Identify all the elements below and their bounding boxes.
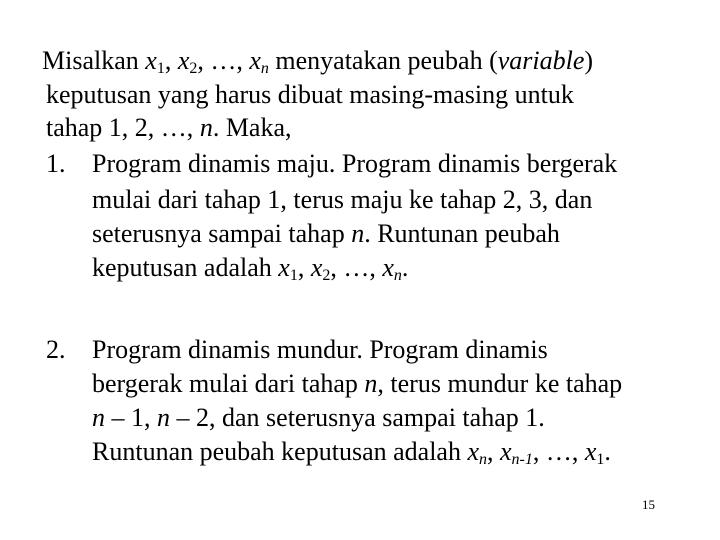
intro-line-3: tahap 1, 2, …, n. Maka, <box>46 113 292 142</box>
item-1-line-4: keputusan adalah $x_1$, $x_2$, …, $x_n$. <box>92 253 409 284</box>
page-number: 15 <box>642 497 655 512</box>
item-2-line-3: n – 1, n – 2, dan seterusnya sampai tahap 1. <box>92 403 545 432</box>
item-1-line-2: mulai dari tahap 1, terus maju ke tahap 2, 3, dan <box>92 185 593 214</box>
item-2-line-1: Program dinamis mundur. Program dinamis <box>92 335 548 364</box>
item-2-line-2: bergerak mulai dari tahap n, terus mundur ke tahap <box>92 369 623 398</box>
intro-line-2: keputusan yang harus dibuat masing-masing untuk <box>46 80 574 109</box>
item-number-1: 1. <box>46 149 66 178</box>
intro-line-1: Misalkan $x_1$, $x_2$, …, $x_n$ menyatakan peubah (variable) <box>42 46 594 77</box>
item-number-2: 2. <box>46 335 66 364</box>
item-1-line-3: seterusnya sampai tahap n. Runtunan peubah <box>92 219 560 248</box>
item-2-line-4: Runtunan peubah keputusan adalah $x_n$, $x_{n-1}$, …, $x_1$. <box>92 437 611 468</box>
item-1-line-1: Program dinamis maju. Program dinamis bergerak <box>92 149 618 178</box>
